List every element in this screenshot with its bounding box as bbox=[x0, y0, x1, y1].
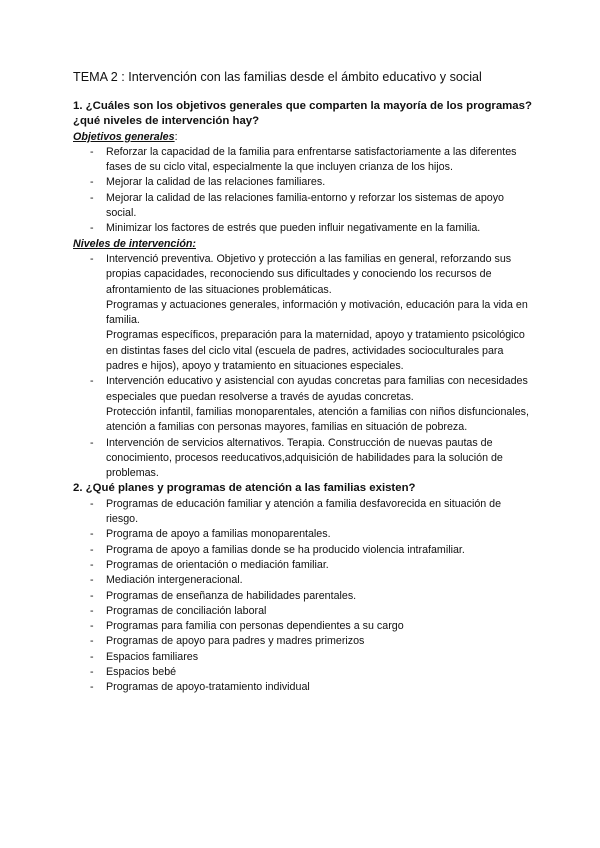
list-item: - Mediación intergeneracional. bbox=[73, 573, 533, 588]
list-item: - Minimizar los factores de estrés que pueden influir negativamente en la familia. bbox=[73, 221, 533, 236]
question-2: 2. ¿Qué planes y programas de atención a las familias existen? bbox=[73, 482, 416, 495]
document-body bbox=[73, 99, 533, 696]
list-item: - Programas de apoyo para padres y madres primerizos bbox=[73, 634, 533, 649]
list-item: - Programas para familia con personas dependientes a su cargo bbox=[73, 619, 533, 634]
nivel-2-paragraph: - Intervención educativo y asistencial con ayudas concretas para familias con necesidades especiales que puedan resolverse a través de ayudas concretas. bbox=[106, 375, 528, 403]
list-item: - Programas de enseñanza de habilidades parentales. bbox=[73, 589, 533, 604]
list-item: - Programa de apoyo a familias monoparentales. bbox=[73, 527, 533, 542]
list-item: - Espacios familiares bbox=[73, 650, 533, 665]
list-item bbox=[73, 252, 533, 374]
list-item bbox=[73, 436, 533, 482]
nivel-3-paragraph: - Intervención de servicios alternativos. Terapia. Construcción de nuevas pautas de conocimiento, procesos reeducativos,adquisición de habilidades para la solución de problemas. bbox=[106, 436, 503, 480]
list-item: - Programas de educación familiar y atención a familia desfavorecida en situación de riesgo. bbox=[73, 497, 533, 528]
niveles-heading: Niveles de intervención: bbox=[73, 237, 196, 250]
document-title: TEMA 2 : Intervención con las familias desde el ámbito educativo y social bbox=[73, 70, 482, 84]
objetivos-list bbox=[73, 145, 533, 237]
niveles-list bbox=[73, 252, 533, 481]
nivel-2-paragraph: Protección infantil, familias monoparentales, atención a familias con niños disfuncionales, atención a familias con personas mayores, familias en situación de pobreza. bbox=[106, 405, 529, 434]
list-item: - Mejorar la calidad de las relaciones familia-entorno y reforzar los sistemas de apoyo social. bbox=[73, 191, 533, 222]
question-1-line-2: ¿qué niveles de intervención hay? bbox=[73, 115, 260, 128]
objetivos-heading-row bbox=[73, 130, 533, 145]
list-item: - Programas de orientación o mediación familiar. bbox=[73, 558, 533, 573]
question-1 bbox=[73, 99, 533, 130]
list-item: - Mejorar la calidad de las relaciones familiares. bbox=[73, 175, 533, 190]
list-item: - Reforzar la capacidad de la familia para enfrentarse satisfactoriamente a las diferentes fases de su ciclo vital, especialmente la que incluyen crianza de los hijos. bbox=[73, 145, 533, 176]
nivel-1-paragraph: Programas específicos, preparación para la maternidad, apoyo y tratamiento psicológico en distintas fases del ciclo vital (escuela de padres, actividades socioculturales para padres e hijos), apoyo y tratamiento en situaciones especiales. bbox=[106, 329, 525, 373]
list-item bbox=[73, 374, 533, 435]
list-item: - Programas de conciliación laboral bbox=[73, 604, 533, 619]
list-item: - Programa de apoyo a familias donde se ha producido violencia intrafamiliar. bbox=[73, 543, 533, 558]
nivel-1-paragraph: Programas y actuaciones generales, información y motivación, educación para la vida en familia. bbox=[106, 298, 528, 327]
list-item: - Programas de apoyo-tratamiento individual bbox=[73, 680, 533, 695]
nivel-1-paragraph: - Intervenció preventiva. Objetivo y protección a las familias en general, reforzando sus propias capacidades, reconociendo sus dificultades y conociendo los recursos de afrontamiento de las situaciones problemáticas. bbox=[106, 252, 512, 296]
objetivos-colon: : bbox=[174, 130, 178, 143]
list-item: - Espacios bebé bbox=[73, 665, 533, 680]
programas-list bbox=[73, 497, 533, 696]
objetivos-heading: Objetivos generales bbox=[73, 130, 175, 143]
question-1-line-1: 1. ¿Cuáles son los objetivos generales que comparten la mayoría de los programas? bbox=[73, 100, 532, 112]
